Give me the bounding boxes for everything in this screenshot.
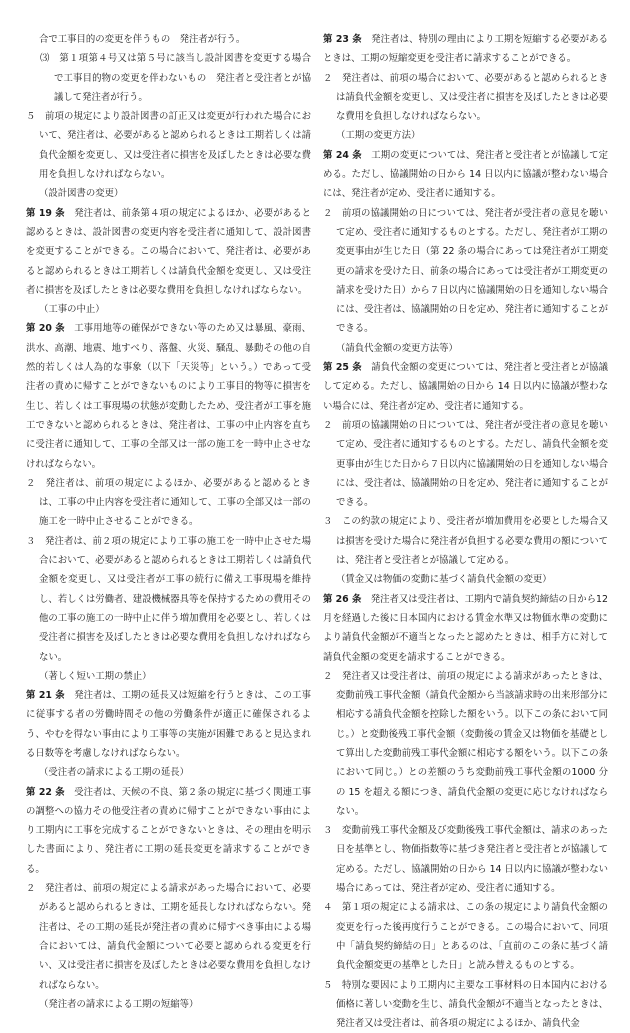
section-caption: （著しく短い工期の禁止）: [39, 670, 152, 682]
article-number: 第 25 条: [323, 362, 362, 374]
clause-paragraph: ５ 前項の規定により設計図書の訂正又は変更が行われた場合において、発注者は、必要があると認められるときは工期若しくは請負代金額を変更し、又は受注者に損害を及ぼしたときは必要な費用を負担しなければならない。: [26, 111, 311, 181]
section-caption: （設計図書の変更）: [39, 188, 124, 200]
article-text: 工事用地等の確保ができない等のため又は暴風、豪雨、洪水、高潮、地震、地すべり、落盤、火災、騒乱、暴動その他の自然的若しくは人為的な事象（以下「天災等」という。）であって受注者の責めに帰すことができないものにより工事目的物等に損害を生じ、若しくは工事現場の状態が変動したため、受注者が工事を施工できないと認められるときは、発注者は、工事の中止内容を直ちに受注者に通知して、工事の全部又は一部の施工を一時中止させなければならない。: [26, 323, 311, 470]
section-caption: （賃金又は物価の変動に基づく請負代金額の変更）: [336, 574, 552, 586]
clause-paragraph: ４ 第１項の規定による請求は、この条の規定により請負代金額の変更を行った後再度行うことができる。この場合において、同項中「請負契約締結の日」とあるのは、「直前のこの条に基づく請負代金額変更の基準とした日」と読み替えるものとする。: [323, 902, 608, 972]
right-column: [323, 30, 608, 1030]
clause-paragraph: ２ 発注者は、前項の規定による請求があった場合において、必要があると認められるときは、工期を延長しなければならない。発注者は、その工期の延長が発注者の責めに帰すべき事由による場合においては、請負代金額について必要と認められる変更を行い、又は受注者に損害を及ぼしたときは必要な費用を負担しなければならない。: [26, 883, 311, 991]
article-paragraph: [26, 319, 311, 473]
clause-paragraph: ３ この約款の規定により、受注者が増加費用を必要とした場合又は損害を受けた場合に発注者が負担する必要な費用の額については、発注者と受注者とが協議して定める。: [323, 516, 608, 567]
left-column: [26, 30, 311, 1010]
article-text: 受注者は、天候の不良、第２条の規定に基づく関連工事の調整への協力その他受注者の責めに帰すことができない事由により工期内に工事を完成することができないときは、その理由を明示した書面により、発注者に工期の延長変更を請求することができる。: [26, 786, 311, 875]
article-paragraph: [26, 783, 311, 879]
article-paragraph: [26, 204, 311, 300]
article-number: 第 21 条: [26, 690, 65, 702]
clause-paragraph: ⑶ 第１項第４号又は第５号に該当し設計図書を変更する場合で工事目的物の変更を伴わないもの 発注者と受注者とが協議して発注者が行う。: [40, 53, 311, 103]
article-paragraph: [323, 146, 608, 204]
clause-paragraph: ２ 発注者は、前項の場合において、必要があると認められるときは請負代金額を変更し、又は受注者に損害を及ぼしたときは必要な費用を負担しなければならない。: [323, 72, 608, 123]
section-caption: （受注者の請求による工期の延長）: [39, 767, 190, 779]
article-text: 工期の変更については、発注者と受注者とが協議して定める。ただし、協議開始の日から 14 日以内に協議が整わない場合には、発注者が定め、受注者に通知する。: [323, 149, 608, 200]
article-text: 請負代金額の変更については、発注者と受注者とが協議して定める。ただし、協議開始の日から 14 日以内に協議が整わない場合には、発注者が定め、受注者に通知する。: [323, 362, 608, 412]
section-caption: （発注者の請求による工期の短縮等）: [39, 998, 199, 1010]
article-number: 第 20 条: [26, 323, 65, 335]
clause-paragraph: ２ 発注者は、前項の規定によるほか、必要があると認めるときは、工事の中止内容を受注者に通知して、工事の全部又は一部の施工を一時中止させることができる。: [26, 477, 311, 528]
clause-paragraph: ２ 前項の協議開始の日については、発注者が受注者の意見を聴いて定め、受注者に通知するものとする。ただし、発注者が工期の変更事由が生じた日（第 22 条の場合にあっては発注者が工期変更の請求を受けた日、前条の場合にあっては受注者が工期変更の請求を受けた日）から７日以内に協議開始の日を通知しない場合には、受注者は、協議開始の日を定め、発注者に通知することができる。: [323, 207, 608, 335]
article-text: 発注者は、工期の延長又は短縮を行うときは、この工事に従事する者の労働時間その他の労働条件が適正に確保されるよう、やむを得ない事由により工事等の実施が困難であると見込まれる日数等を考慮しなければならない。: [26, 690, 311, 759]
article-number: 第 22 条: [26, 786, 65, 798]
clause-paragraph: ２ 発注者又は受注者は、前項の規定による請求があったときは、変動前残工事代金額（請負代金額から当該請求時の出来形部分に相応する請負代金額を控除した額をいう。以下この条において同じ。）と変動後残工事代金額（変動後の賃金又は物価を基礎として算出した変動前残工事代金額に相応する額をいう。以下この条において同じ。）との差額のうち変動前残工事代金額の1000 分の 15 を超える額につき、請負代金額の変更に応じなければならない。: [323, 670, 608, 817]
article-paragraph: [323, 590, 608, 667]
article-text: 発注者は、前条第４項の規定によるほか、必要があると認めるときは、設計図書の変更内容を受注者に通知して、設計図書を変更することができる。この場合において、発注者は、必要があると認められるときは工期若しくは請負代金額を変更し、又は受注者に損害を及ぼしたときは必要な費用を負担しなければならない。: [26, 207, 311, 296]
section-caption: （請負代金額の変更方法等）: [336, 342, 458, 354]
article-paragraph: [323, 30, 608, 69]
article-number: 第 23 条: [323, 34, 362, 45]
article-text: 発注者又は受注者は、工期内で請負契約締結の日から12月を経過した後に日本国内における賃金水準又は物価水準の変動により請負代金額が不適当となったと認めたときは、相手方に対して請負代金額の変更を請求することができる。: [323, 593, 608, 663]
article-number: 第 19 条: [26, 207, 65, 219]
clause-paragraph: ２ 前項の協議開始の日については、発注者が受注者の意見を聴いて定め、受注者に通知するものとする。ただし、請負代金額を変更事由が生じた日から７日以内に協議開始の日を通知しない場合には、受注者は、協議開始の日を定め、発注者に通知することができる。: [323, 419, 608, 509]
article-paragraph: [323, 358, 608, 416]
article-text: 発注者は、特別の理由により工期を短縮する必要があるときは、工期の短縮変更を受注者に請求することができる。: [323, 34, 608, 65]
article-number: 第 24 条: [323, 149, 362, 161]
clause-paragraph: ３ 変動前残工事代金額及び変動後残工事代金額は、請求のあった日を基準とし、物価指数等に基づき発注者と受注者とが協議して定める。ただし、協議開始の日から 14 日以内に協議が整わない場合にあっては、発注者が定め、受注者に通知する。: [323, 825, 608, 895]
clause-paragraph: ５ 特別な要因により工期内に主要な工事材料の日本国内における価格に著しい変動を生じ、請負代金額が不適当となったときは、発注者又は受注者は、前各項の規定によるほか、請負代金: [323, 979, 608, 1030]
section-caption: （工事の中止）: [39, 304, 105, 316]
section-caption: （工期の変更方法）: [336, 130, 421, 142]
article-number: 第 26 条: [323, 593, 362, 605]
article-paragraph: [26, 686, 311, 763]
clause-paragraph: 合で工事目的の変更を伴うもの 発注者が行う。: [39, 34, 246, 45]
clause-paragraph: ３ 発注者は、前２項の規定により工事の施工を一時中止させた場合において、必要があると認められるときは工期若しくは請負代金額を変更し、又は受注者が工事の続行に備え工事現場を維持し、若しくは労働者、建設機械器具等を保持するための費用その他の工事の施工の一時中止に伴う増加費用を必要とし、若しくは受注者に損害を及ぼしたときは必要な費用を負担しなければならない。: [26, 535, 311, 663]
